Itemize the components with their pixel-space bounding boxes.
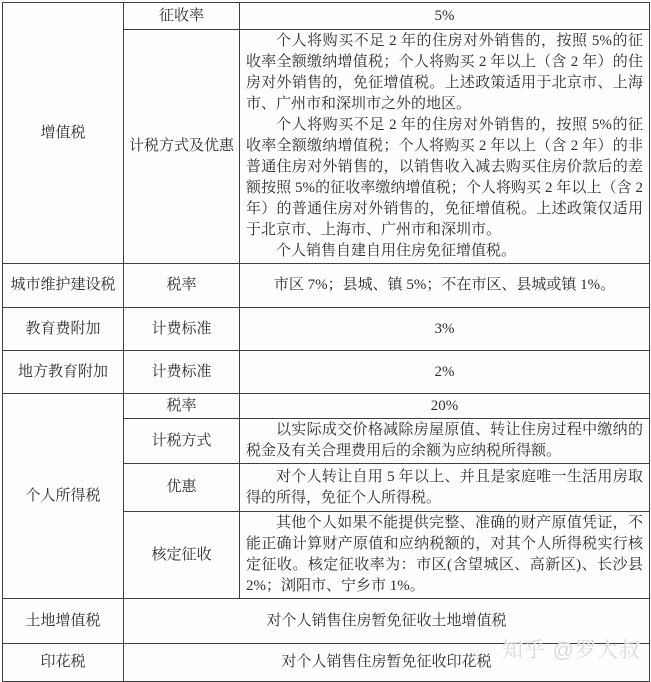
vat-method-paragraph-2: 个人将购买不足 2 年的住房对外销售的，按照 5%的征收率全额缴纳增值税；个人将购买 2 年以上（含 2 年）的非普通住房对外销售的，以销售收入减去购买住房价款后的差额按照 5%的征收率缴纳增值税；个人将购买 2 年以上（含 2 年）的普通住房对外销售的，免征增值税。上述政策仅适用于北京市、上海市、广州市和深圳市。 [246, 117, 643, 238]
vat-method-label-cell: 计税方式及优惠 [124, 30, 240, 264]
vat-rate-value-cell: 5% [240, 3, 650, 30]
personal-income-tax-rate-label-cell: 税率 [124, 394, 240, 419]
education-surcharge-value-cell: 3% [240, 308, 650, 351]
personal-income-tax-preference-paragraph: 对个人转让自用 5 年以上、并且是家庭唯一生活用房取得的所得，免征个人所得税。 [246, 468, 643, 506]
vat-method-detail-cell [240, 30, 650, 264]
personal-income-tax-assessed-value-cell [240, 512, 650, 599]
personal-income-tax-method-value-cell [240, 419, 650, 464]
local-education-surcharge-label-cell: 计费标准 [124, 351, 240, 394]
stamp-duty-value-cell: 对个人销售住房暂免征收印花税 [124, 644, 650, 682]
vat-method-paragraph-3: 个人销售自建自用住房免征增值税。 [276, 243, 517, 259]
vat-method-paragraph-1: 个人将购买不足 2 年的住房对外销售的，按照 5%的征收率全额缴纳增值税；个人将购买 2 年以上（含 2 年）的住房对外销售的，免征增值税。上述政策适用于北京市、上海市、广州市和深圳市之外的地区。 [246, 33, 643, 112]
personal-income-tax-method-paragraph: 以实际成交价格减除房屋原值、转让住房过程中缴纳的税金及有关合理费用后的余额为应纳税所得额。 [246, 422, 643, 459]
education-surcharge-name-cell: 教育费附加 [3, 308, 124, 351]
vat-name-cell: 增值税 [3, 3, 124, 264]
table-row [3, 308, 650, 351]
zhihu-author-watermark: 知乎 @罗大叔 [501, 639, 641, 662]
personal-income-tax-assessed-label-cell: 核定征收 [124, 512, 240, 599]
stamp-duty-name-cell: 印花税 [3, 644, 124, 682]
personal-income-tax-rate-value-cell: 20% [240, 394, 650, 419]
urban-construction-tax-label-cell: 税率 [124, 264, 240, 308]
land-vat-name-cell: 土地增值税 [3, 599, 124, 644]
local-education-surcharge-value-cell: 2% [240, 351, 650, 394]
land-vat-value-cell: 对个人销售住房暂免征收土地增值税 [124, 599, 650, 644]
vat-rate-label-cell: 征收率 [124, 3, 240, 30]
urban-construction-tax-value-cell: 市区 7%；县城、镇 5%；不在市区、县城或镇 1%。 [240, 264, 650, 308]
personal-income-tax-name-cell: 个人所得税 [3, 394, 124, 599]
education-surcharge-label-cell: 计费标准 [124, 308, 240, 351]
table-row [3, 3, 650, 30]
table-row [3, 394, 650, 419]
personal-income-tax-assessed-paragraph: 其他个人如果不能提供完整、准确的财产原值凭证，不能正确计算财产原值和应纳税额的，对其个人所得税实行核定征收。核定征收率为：市区(含望城区、高新区)、长沙县 2%；浏阳市、宁乡市 1%。 [246, 515, 643, 594]
personal-income-tax-preference-label-cell: 优惠 [124, 464, 240, 512]
table-row [3, 351, 650, 394]
personal-income-tax-preference-value-cell [240, 464, 650, 512]
urban-construction-tax-name-cell: 城市维护建设税 [3, 264, 124, 308]
local-education-surcharge-name-cell: 地方教育附加 [3, 351, 124, 394]
housing-sale-tax-table [2, 2, 650, 682]
personal-income-tax-method-label-cell: 计税方式 [124, 419, 240, 464]
table-row [3, 264, 650, 308]
